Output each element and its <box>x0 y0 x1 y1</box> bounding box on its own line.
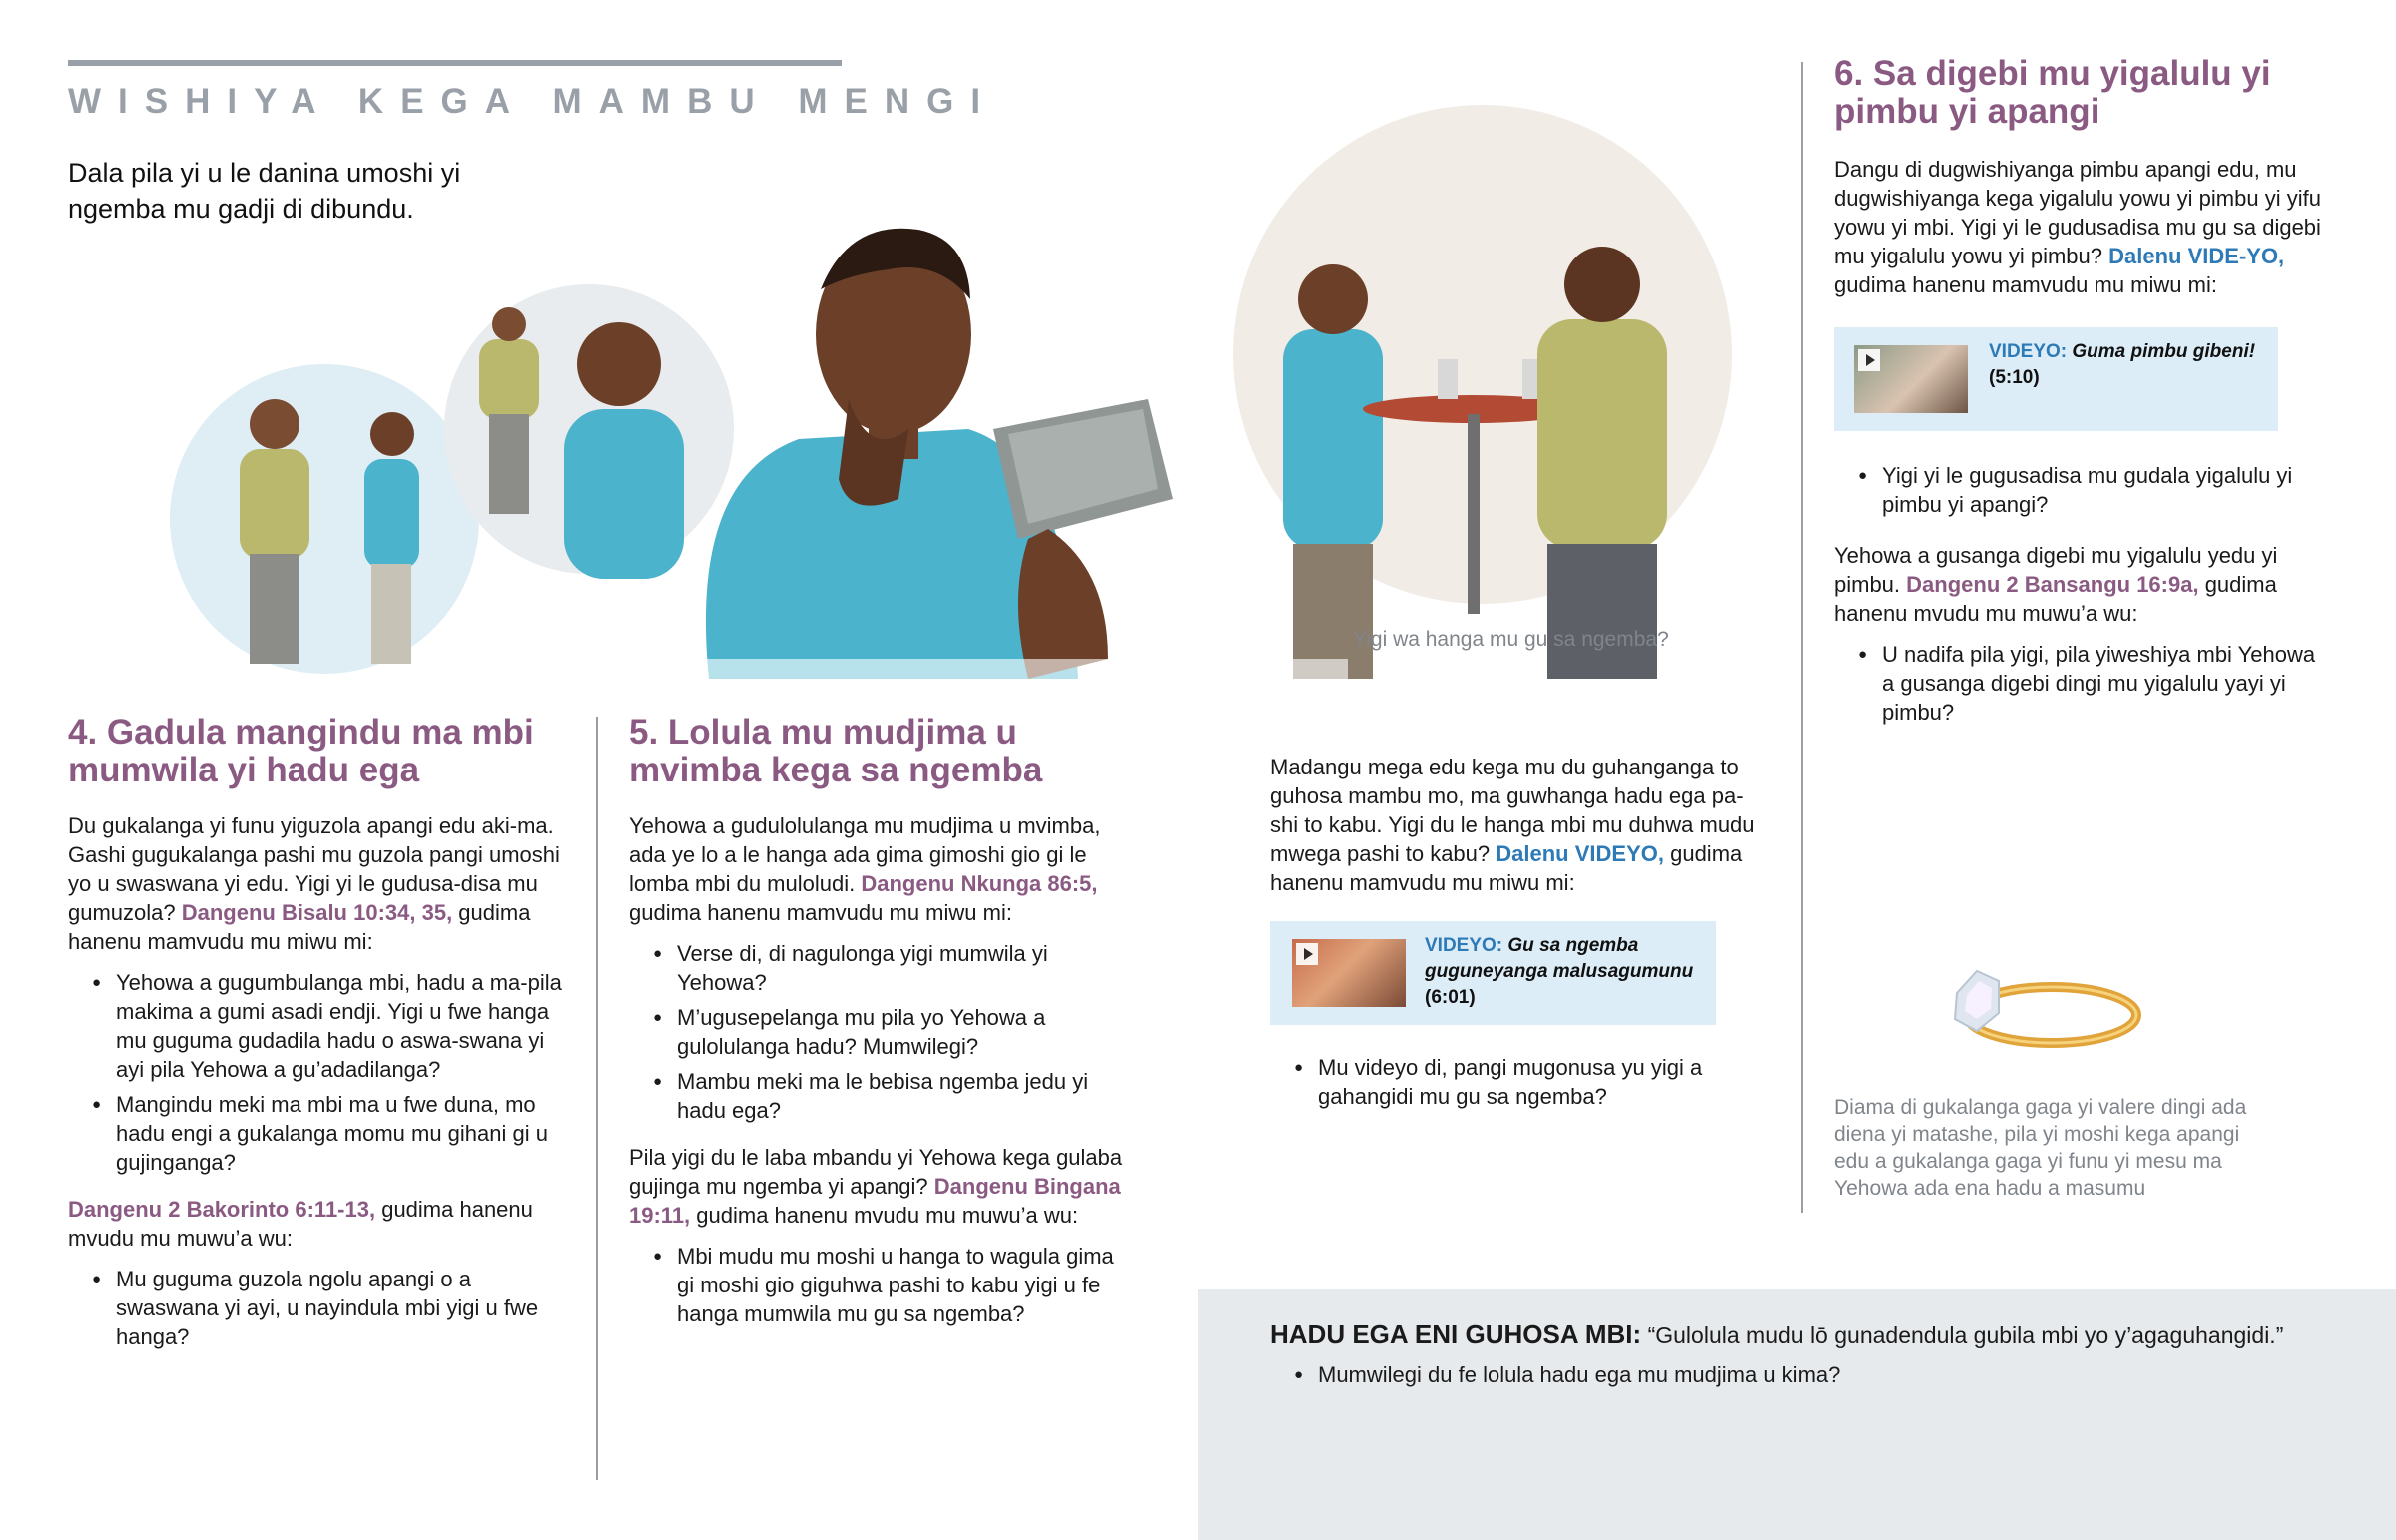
list-item: ● Verse di, di nagulonga yigi mumwila yi Yehowa? <box>629 939 1128 997</box>
illustration-caption: Yigi wa hanga mu gu sa ngemba? <box>1353 628 1669 651</box>
section-5-title: 5. Lolula mu mudjima u mvimba kega sa ngemba <box>629 713 1043 789</box>
list-item: ● Mu videyo di, pangi mugonusa yu yigi a gahangidi mu gu sa ngemba? <box>1270 1053 1769 1111</box>
video-card[interactable] <box>1270 921 1716 1025</box>
section-6-title: 6. Sa digebi mu yigalulu yi pimbu yi apangi <box>1834 54 2271 131</box>
section-5 <box>629 714 1128 1334</box>
diamond-ring-image <box>1937 953 2156 1073</box>
section-5-questions <box>629 939 1128 1125</box>
video-link[interactable]: Dalenu VIDE-YO, <box>2108 244 2285 268</box>
section-5-paragraph: Yehowa a gudulolulanga mu mudjima u mvimba, ada ye lo a le hanga ada gima gimoshi gio gi le lomba mbi du muloludi. Dangenu Nkunga 86:5, gudima hanenu mamvudu mu miwu mi: <box>629 813 1101 925</box>
section-4-paragraph: Du gukalanga yi funu yiguzola apangi edu aki-ma. Gashi gugukalanga pashi mu guzola pangi umoshi yo u swaswana yi edu. Yigi yi le gudusa-disa mu gumuzola? Dangenu Bisalu 10:34, 35, gudima hanenu mamvudu mu miwu mi: <box>68 813 560 954</box>
scripture-link[interactable]: Dangenu 2 Bansangu 16:9a, <box>1906 572 2199 597</box>
intro-text: Dala pila yi u le danina umoshi yi ngemba mu gadji di dibundu. <box>68 158 461 224</box>
section-4 <box>68 714 567 1357</box>
section-6-questions-2 <box>1834 640 2333 727</box>
section-6-continued <box>1834 461 2333 733</box>
scene-conversation-image <box>1233 105 1732 679</box>
column-divider <box>1801 62 1803 1213</box>
list-item: ● Mumwilegi du fe lolula hadu ega mu mudjima u kima? <box>1270 1360 2368 1389</box>
section-6-paragraph-2: Yehowa a gusanga digebi mu yigalulu yedu yi pimbu. Dangenu 2 Bansangu 16:9a, gudima hanenu mvudu mu muwu’a wu: <box>1834 543 2278 626</box>
illustration <box>150 100 1747 679</box>
section-6 <box>1834 55 2333 299</box>
man-reading-bible-image <box>706 229 1173 679</box>
video-title[interactable]: VIDEYO: Guma pimbu gibeni! (5:10) <box>1989 341 2256 388</box>
section-5b-questions <box>1270 1053 1769 1111</box>
scripture-link[interactable]: Dangenu Bingana 19:11, <box>629 1174 1121 1228</box>
section-4-paragraph-2: Dangenu 2 Bakorinto 6:11-13, gudima hanenu mvudu mu muwu’a wu: <box>68 1197 533 1251</box>
video-title[interactable]: VIDEYO: Gu sa ngemba guguneyanga malusagumunu (6:01) <box>1425 935 1694 1008</box>
section-6-questions <box>1834 461 2333 519</box>
section-5b-paragraph: Madangu mega edu kega mu du guhanganga to guhosa mambu mo, ma guwhanga hadu ega pa-shi to kabu. Yigi du le hanga mbi mu duhwa mudu mwega pashi to kabu? Dalenu VIDEYO, gudima hanenu mamvudu mu miwu mi: <box>1270 755 1755 895</box>
video-thumbnail[interactable] <box>1292 939 1406 1007</box>
section-5-questions-2 <box>629 1242 1128 1328</box>
discussion-questions <box>1270 1360 2368 1389</box>
section-6-paragraph: Dangu di dugwishiyanga pimbu apangi edu, mu dugwishiyanga kega yigalulu yowu yi pimbu yi yifu yowu yi mbi. Yigi yi le gudusadisa mu gu sa digebi mu yigalulu yowu yi pimbu? Dalenu VIDE-YO, gudima hanenu mamvudu mu miwu mi: <box>1834 157 2321 297</box>
section-kicker: WISHIYA KEGA MAMBU MENGI <box>68 82 998 121</box>
scene-thinking-image <box>444 284 734 579</box>
section-5-continued <box>1270 753 1769 897</box>
scene-argument-image <box>170 364 479 674</box>
header-rule <box>68 60 842 66</box>
section-4-questions <box>68 968 567 1177</box>
discussion-label: HADU EGA ENI GUHOSA MBI: <box>1270 1319 1642 1349</box>
scripture-link[interactable]: Dangenu 2 Bakorinto 6:11-13, <box>68 1197 376 1222</box>
video-card[interactable] <box>1834 327 2278 431</box>
discussion-content <box>1270 1317 2368 1395</box>
section-5b-questions-wrap <box>1270 1053 1769 1117</box>
list-item: ● U nadifa pila yigi, pila yiweshiya mbi Yehowa a gusanga digebi dingi mu yigalulu yayi yi pimbu? <box>1834 640 2333 727</box>
list-item: ● Yehowa a gugumbulanga mbi, hadu a ma-pila makima a gumi asadi endji. Yigi u fwe hanga mu guguma gudadila hadu o aswa-swana yi ayi pila Yehowa a gu’adadilanga? <box>68 968 567 1084</box>
column-divider <box>596 717 598 1480</box>
section-4-title: 4. Gadula mangindu ma mbi mumwila yi hadu ega <box>68 713 534 789</box>
video-link[interactable]: Dalenu VIDEYO, <box>1496 841 1664 866</box>
list-item: ● Mbi mudu mu moshi u hanga to wagula gima gi moshi gio giguhwa pashi to kabu yigi u fe hanga mumwila mu gu sa ngemba? <box>629 1242 1128 1328</box>
play-icon[interactable] <box>1296 943 1318 965</box>
discussion-statement: HADU EGA ENI GUHOSA MBI: “Gulolula mudu lō gunadendula gubila mbi yo y’agaguhangidi.” <box>1270 1319 2284 1349</box>
section-5-paragraph-2: Pila yigi du le laba mbandu yi Yehowa kega gulaba gujinga mu ngemba yi apangi? Dangenu Bingana 19:11, gudima hanenu mvudu mu muwu’a wu: <box>629 1145 1123 1228</box>
list-item: ● M’ugusepelanga mu pila yo Yehowa a gulolulanga hadu? Mumwilegi? <box>629 1003 1128 1061</box>
scripture-link[interactable]: Dangenu Nkunga 86:5, <box>861 871 1098 896</box>
scripture-link[interactable]: Dangenu Bisalu 10:34, 35, <box>181 900 453 925</box>
play-icon[interactable] <box>1858 349 1880 371</box>
section-4-questions-2 <box>68 1265 567 1351</box>
list-item: ● Mangindu meki ma mbi ma u fwe duna, mo hadu engi a gukalanga momu mu gihani gi u gujinganga? <box>68 1090 567 1177</box>
list-item: ● Mu guguma guzola ngolu apangi o a swaswana yi ayi, u nayindula mbi yigi u fwe hanga? <box>68 1265 567 1351</box>
list-item: ● Mambu meki ma le bebisa ngemba jedu yi hadu ega? <box>629 1067 1128 1125</box>
list-item: ● Yigi yi le gugusadisa mu gudala yigalulu yi pimbu yi apangi? <box>1834 461 2333 519</box>
ring-caption: Diama di gukalanga gaga yi valere dingi ada diena yi matashe, pila yi moshi kega apangi edu a gukalanga gaga yi funu yi mesu ma Yehowa ada ena hadu a masumu <box>1834 1096 2247 1200</box>
video-thumbnail[interactable] <box>1854 345 1968 413</box>
